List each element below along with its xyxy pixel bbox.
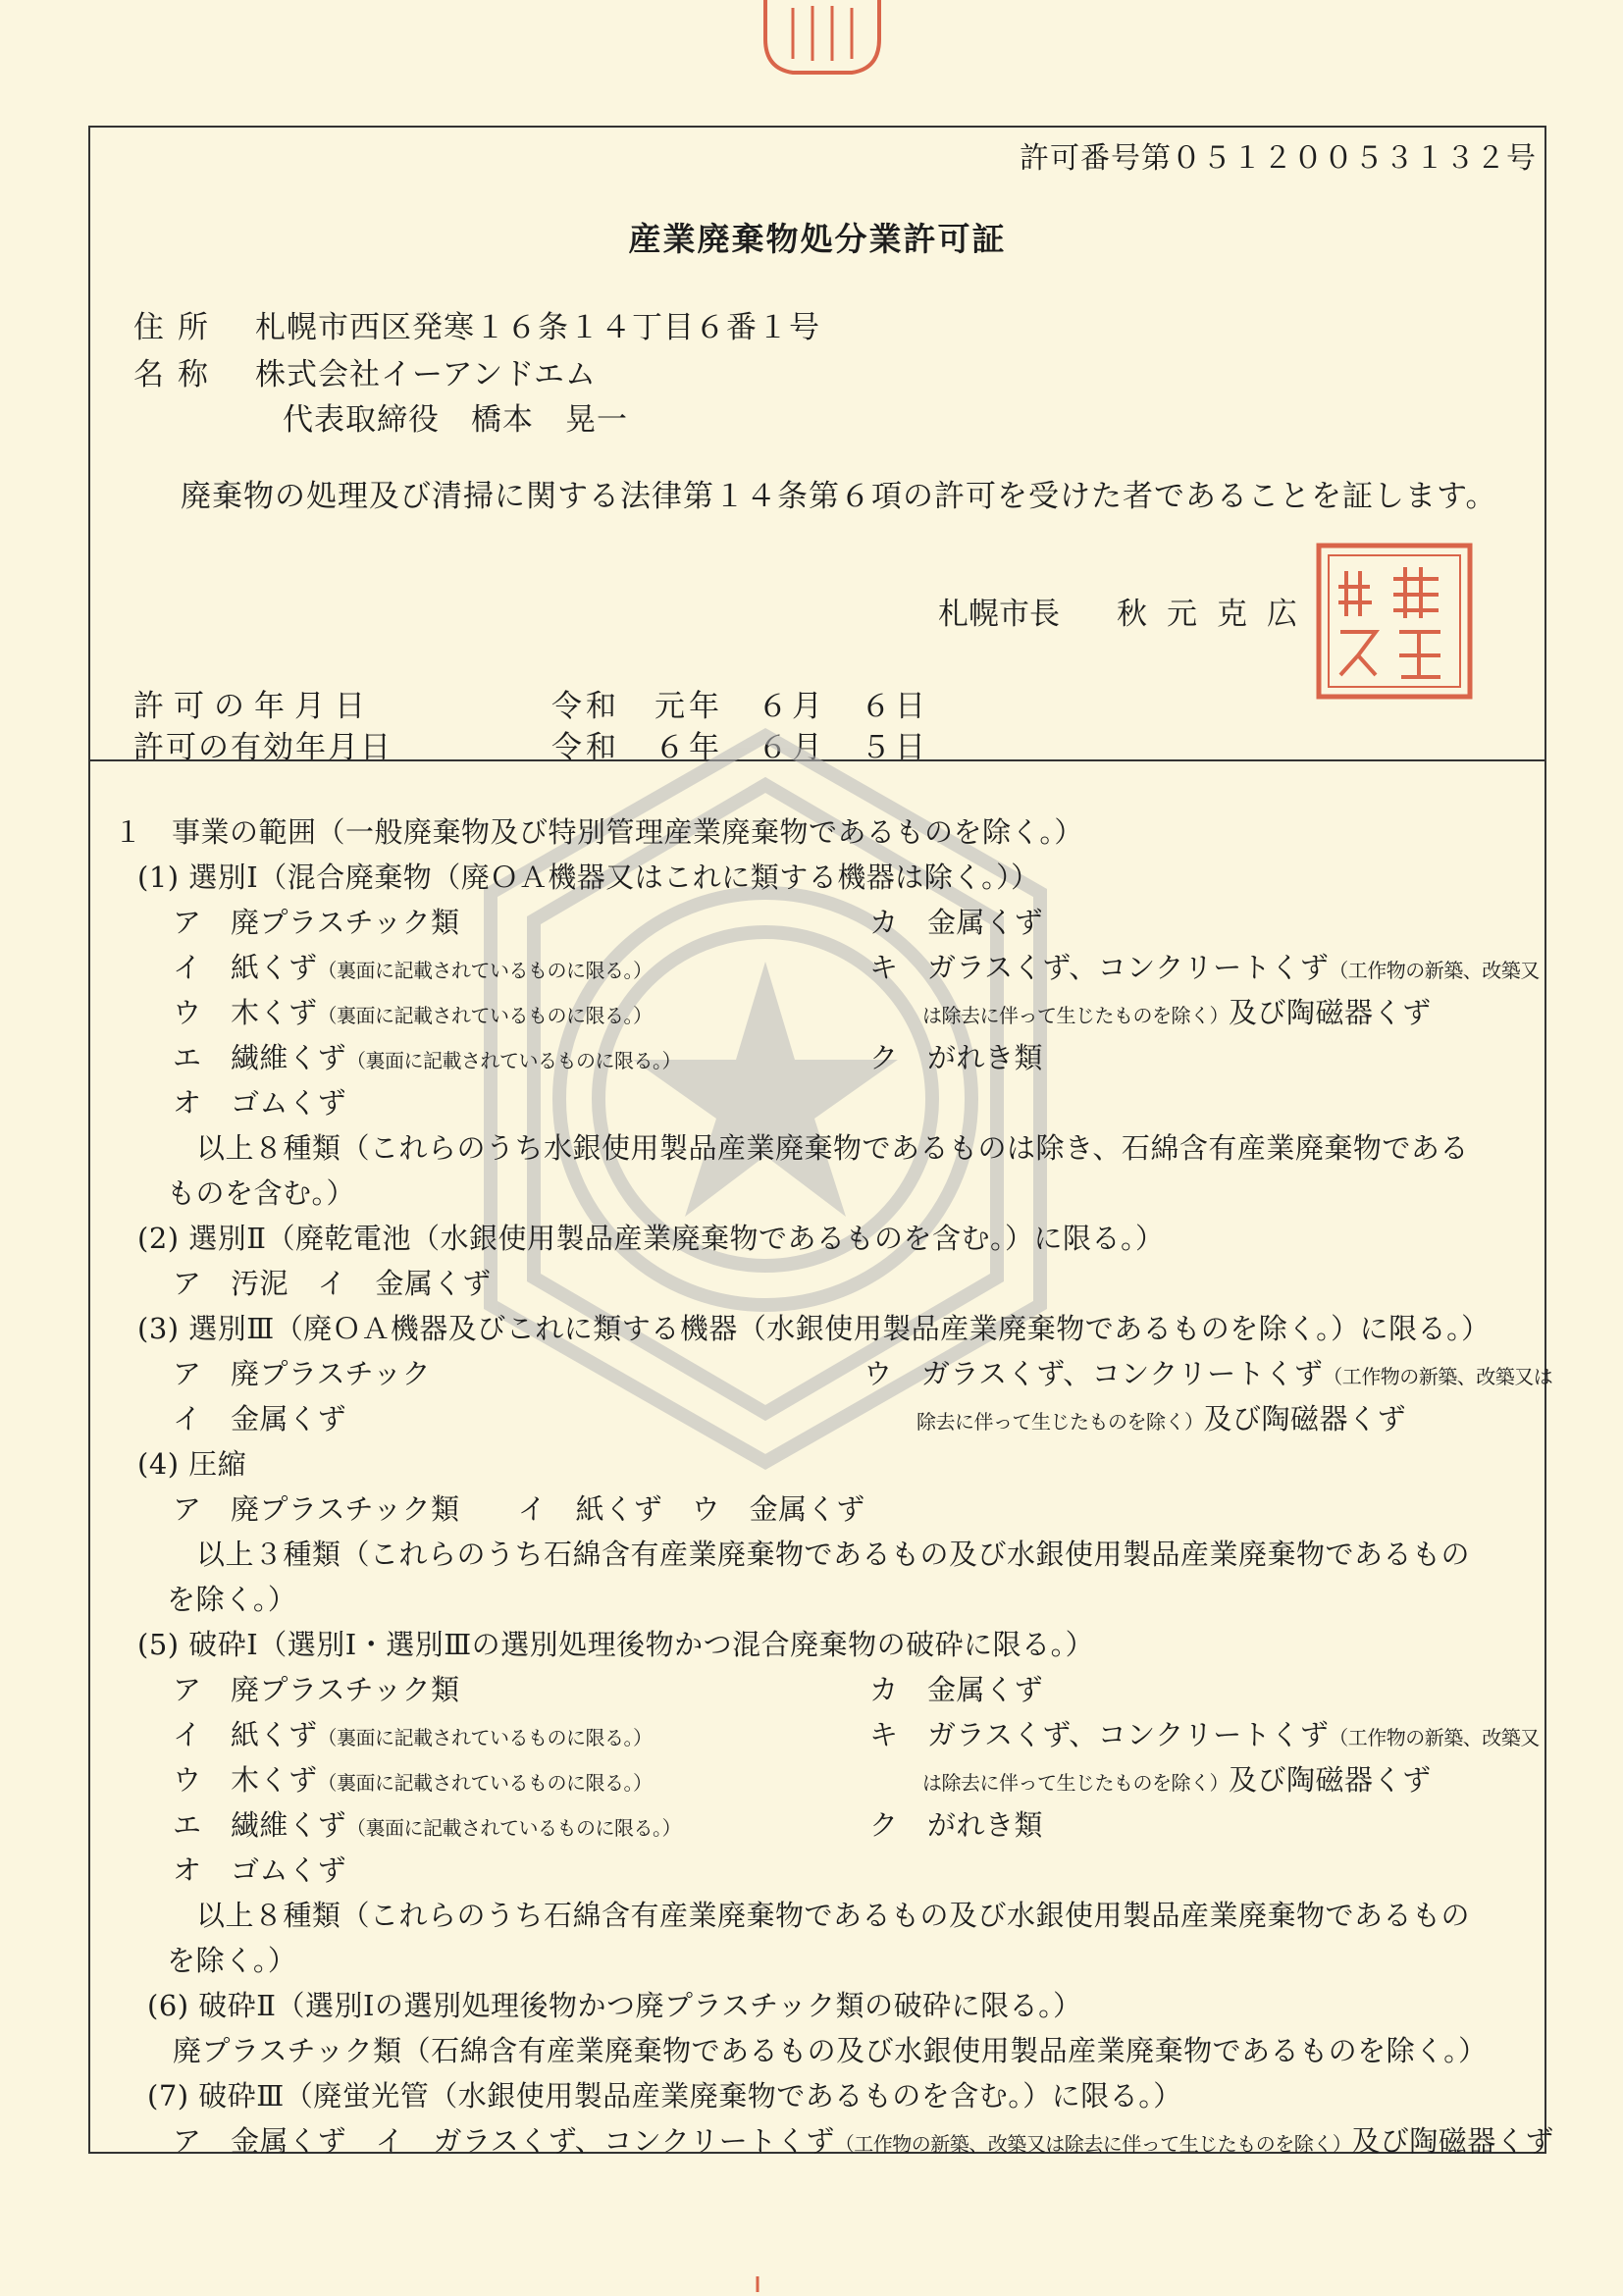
valid-until-label: 許可の有効年月日 [133,730,393,765]
section-1-item-d: エ 繊維くず（裏面に記載されているものに限る。） [173,1041,682,1074]
scope-heading: １ 事業の範囲（一般廃棄物及び特別管理産業廃棄物であるものを除く。） [114,815,1083,849]
section-6-title: (6) 破砕Ⅱ（選別Ⅰの選別処理後物かつ廃プラスチック類の破砕に限る。） [147,1989,1082,2022]
document-title: 産業廃棄物処分業許可証 [628,220,1007,258]
section-1-item-c-note: （裏面に記載されているものに限る。） [317,1004,653,1027]
section-4-title: (4) 圧縮 [137,1447,247,1481]
issuer-title: 札幌市長 [938,597,1060,632]
section-3-item-c-cont: 除去に伴って生じたものを除く）及び陶磁器くず [916,1402,1407,1435]
permit-number: 許可番号第０５１２００５３１３２号 [1020,141,1537,176]
permit-date: 令和 元年 ６月 ６日 [551,689,929,724]
section-7-note: （工作物の新築、改築又は除去に伴って生じたものを除く） [834,2132,1352,2156]
section-1-summary-cont: ものを含む。） [167,1176,356,1210]
section-5-item-b: イ 紙くず（裏面に記載されているものに限る。） [173,1718,653,1751]
section-2-title: (2) 選別Ⅱ（廃乾電池（水銀使用製品産業廃棄物であるものを含む。）に限る。） [137,1222,1165,1255]
section-4-items: ア 廃プラスチック類 イ 紙くず ウ 金属くず [173,1492,865,1526]
section-1-item-g: キ ガラスくず、コンクリートくず（工作物の新築、改築又 [869,951,1540,984]
section-3-title: (3) 選別Ⅲ（廃ＯＡ機器及びこれに類する機器（水銀使用製品産業廃棄物であるものを除く。）に限る。） [137,1312,1491,1345]
company-name: 株式会社イーアンドエム [255,357,597,392]
section-1-item-c: ウ 木くず（裏面に記載されているものに限る。） [173,996,653,1029]
section-5-item-a: ア 廃プラスチック類 [173,1673,460,1706]
section-1-item-a: ア 廃プラスチック類 [173,906,460,939]
section-1-item-g-note: （工作物の新築、改築又 [1329,959,1540,982]
section-5-summary-cont: を除く。） [167,1944,297,1977]
section-1-item-g-cont: は除去に伴って生じたものを除く）及び陶磁器くず [922,996,1432,1029]
bottom-red-mark [748,2274,767,2294]
section-3-item-c: ウ ガラスくず、コンクリートくず（工作物の新築、改築又は [864,1357,1553,1390]
certificate-header [90,128,1544,765]
section-5-item-b-note: （裏面に記載されているものに限る。） [317,1726,653,1749]
section-5-item-d: エ 繊維くず（裏面に記載されているものに限る。） [173,1808,682,1842]
section-5-item-c: ウ 木くず（裏面に記載されているものに限る。） [173,1763,653,1797]
section-1-item-d-note: （裏面に記載されているものに限る。） [346,1049,682,1072]
section-1-item-b: イ 紙くず（裏面に記載されているものに限る。） [173,951,653,984]
name-label: 名称 [133,357,222,392]
section-3-item-a: ア 廃プラスチック [173,1357,432,1390]
permit-date-label: 許可の年月日 [133,689,375,724]
section-3-item-c-note: （工作物の新築、改築又は [1323,1365,1553,1388]
address-value: 札幌市西区発寒１６条１４丁目６番１号 [255,310,820,345]
section-6-items: 廃プラスチック類（石綿含有産業廃棄物であるもの及び水銀使用製品産業廃棄物であるものを除く。） [173,2034,1488,2067]
section-4-summary-cont: を除く。） [167,1583,297,1616]
section-5-item-g-note: （工作物の新築、改築又 [1329,1726,1540,1749]
section-1-title: (1) 選別Ⅰ（混合廃棄物（廃ＯＡ機器又はこれに類する機器は除く。）） [137,861,1040,894]
section-5-item-g: キ ガラスくず、コンクリートくず（工作物の新築、改築又 [869,1718,1540,1751]
section-1-item-b-note: （裏面に記載されているものに限る。） [317,959,653,982]
address-label: 住所 [133,310,222,345]
valid-until-date: 令和 ６年 ６月 ５日 [551,730,929,765]
section-5-item-c-note: （裏面に記載されているものに限る。） [317,1771,653,1795]
section-5-item-e: オ ゴムくず [173,1853,347,1887]
section-7-items: ア 金属くず イ ガラスくず、コンクリートくず（工作物の新築、改築又は除去に伴って生じたものを除く）及び陶磁器くず [173,2124,1554,2158]
section-5-title: (5) 破砕Ⅰ（選別Ⅰ・選別Ⅲの選別処理後物かつ混合廃棄物の破砕に限る。） [137,1628,1095,1661]
section-2-items: ア 汚泥 イ 金属くず [173,1267,492,1300]
section-1-item-e: オ ゴムくず [173,1086,347,1120]
section-5-item-h: ク がれき類 [869,1808,1044,1842]
section-1-item-h: ク がれき類 [869,1041,1044,1074]
certification-statement: 廃棄物の処理及び清掃に関する法律第１４条第６項の許可を受けた者であることを証します。 [181,479,1497,514]
section-5-item-g-cont: は除去に伴って生じたものを除く）及び陶磁器くず [922,1763,1432,1797]
partial-seal-stamp [754,0,891,77]
section-3-item-b: イ 金属くず [173,1402,347,1435]
section-4-summary: 以上３種類（これらのうち石綿含有産業廃棄物であるもの及び水銀使用製品産業廃棄物であるもの [196,1538,1471,1571]
section-7-title: (7) 破砕Ⅲ（廃蛍光管（水銀使用製品産業廃棄物であるものを含む。）に限る。） [147,2079,1182,2113]
section-1-item-f: カ 金属くず [869,906,1044,939]
mayor-seal-stamp [1311,538,1478,704]
section-1-summary: 以上８種類（これらのうち水銀使用製品産業廃棄物であるものは除き、石綿含有産業廃棄物である [196,1131,1469,1165]
section-5-item-f: カ 金属くず [869,1673,1044,1706]
section-5-summary: 以上８種類（これらのうち石綿含有産業廃棄物であるもの及び水銀使用製品産業廃棄物であるもの [196,1899,1471,1932]
issuer-name: 秋元克広 [1117,597,1317,632]
section-5-item-d-note: （裏面に記載されているものに限る。） [346,1816,682,1840]
representative: 代表取締役 橋本 晃一 [283,402,628,438]
